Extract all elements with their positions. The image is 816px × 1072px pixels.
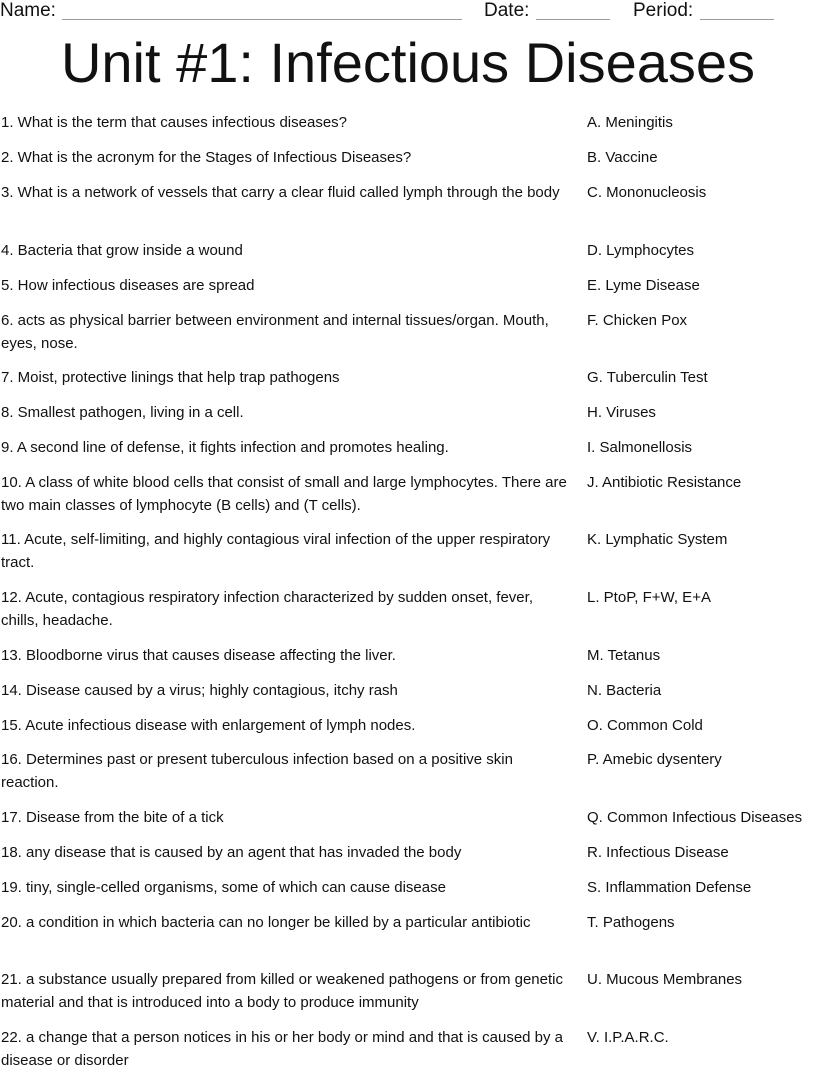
answer-option: H. Viruses	[587, 404, 656, 421]
name-blank-line[interactable]	[62, 19, 462, 20]
answer-option: I. Salmonellosis	[587, 439, 693, 456]
answer-option: Q. Common Infectious Diseases	[587, 809, 803, 826]
name-label: Name:	[0, 0, 56, 21]
question-text: 20. a condition in which bacteria can no longer be killed by a particular antibiotic	[1, 914, 531, 931]
period-blank-line[interactable]	[700, 19, 774, 20]
answer-option: E. Lyme Disease	[587, 277, 700, 294]
answer-option: N. Bacteria	[587, 682, 662, 699]
question-text: 15. Acute infectious disease with enlargement of lymph nodes.	[1, 717, 416, 734]
answer-option: P. Amebic dysentery	[587, 751, 722, 768]
answer-option: T. Pathogens	[587, 914, 675, 931]
question-text: 18. any disease that is caused by an agent that has invaded the body	[1, 844, 462, 861]
answer-option: D. Lymphocytes	[587, 242, 694, 259]
question-text: 17. Disease from the bite of a tick	[1, 809, 224, 826]
answer-option: G. Tuberculin Test	[587, 369, 708, 386]
answer-option: C. Mononucleosis	[587, 184, 707, 201]
question-text: 11. Acute, self-limiting, and highly contagious viral infection of the upper respiratory tract.	[1, 531, 551, 571]
answer-option: A. Meningitis	[587, 114, 673, 131]
answer-option: S. Inflammation Defense	[587, 879, 752, 896]
answer-option: M. Tetanus	[587, 647, 661, 664]
question-text: 22. a change that a person notices in his or her body or mind and that is caused by a disease or disorder	[1, 1029, 564, 1069]
page-title: Unit #1: Infectious Diseases	[60, 31, 756, 94]
question-text: 1. What is the term that causes infectious diseases?	[1, 114, 348, 131]
question-text: 8. Smallest pathogen, living in a cell.	[1, 404, 244, 421]
question-text: 13. Bloodborne virus that causes disease affecting the liver.	[1, 647, 396, 664]
question-text: 6. acts as physical barrier between environment and internal tissues/organ. Mouth, eyes, nose.	[1, 312, 549, 352]
answer-option: F. Chicken Pox	[587, 312, 688, 329]
question-text: 14. Disease caused by a virus; highly contagious, itchy rash	[1, 682, 398, 699]
date-blank-line[interactable]	[536, 19, 610, 20]
question-text: 7. Moist, protective linings that help trap pathogens	[1, 369, 340, 386]
question-text: 16. Determines past or present tuberculous infection based on a positive skin reaction.	[1, 751, 513, 791]
question-text: 4. Bacteria that grow inside a wound	[1, 242, 243, 259]
question-text: 12. Acute, contagious respiratory infection characterized by sudden onset, fever, chills, headache.	[1, 589, 533, 629]
answer-option: L. PtoP, F+W, E+A	[587, 589, 711, 606]
question-text: 3. What is a network of vessels that carry a clear fluid called lymph through the body	[1, 184, 560, 201]
answer-option: B. Vaccine	[587, 149, 658, 166]
question-text: 21. a substance usually prepared from killed or weakened pathogens or from genetic material and that is introduced into a body to produce immunity	[1, 971, 563, 1011]
question-text: 19. tiny, single-celled organisms, some of which can cause disease	[1, 879, 446, 896]
answer-option: R. Infectious Disease	[587, 844, 729, 861]
question-text: 2. What is the acronym for the Stages of Infectious Diseases?	[1, 149, 412, 166]
period-label: Period:	[633, 0, 694, 21]
answer-option: O. Common Cold	[587, 717, 703, 734]
date-label: Date:	[484, 0, 530, 21]
answer-option: V. I.P.A.R.C.	[587, 1029, 669, 1046]
question-text: 10. A class of white blood cells that consist of small and large lymphocytes. There are two main classes of lymphocyte (B cells) and (T cells).	[1, 474, 567, 514]
question-text: 9. A second line of defense, it fights infection and promotes healing.	[1, 439, 449, 456]
answer-option: U. Mucous Membranes	[587, 971, 743, 988]
answer-option: J. Antibiotic Resistance	[587, 474, 742, 491]
answer-option: K. Lymphatic System	[587, 531, 728, 548]
question-text: 5. How infectious diseases are spread	[1, 277, 255, 294]
worksheet-header	[0, 0, 816, 26]
